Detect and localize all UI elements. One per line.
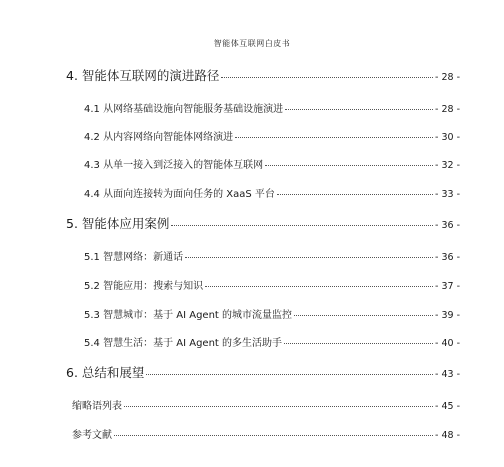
toc-entry-page: - 36 - [435,252,460,263]
toc-entry-chapter-5[interactable] [66,214,460,232]
toc-entry-page: - 43 - [435,369,460,380]
toc-entry-title: 5.3 智慧城市：基于 AI Agent 的城市流量监控 [84,310,293,321]
toc-entry-title: 4.2 从内容网络向智能体网络演进 [84,132,234,143]
page-header: 智能体互联网白皮书 [213,39,291,48]
toc-entry-5-4[interactable] [84,334,460,349]
toc-entry-page: - 40 - [435,338,460,349]
toc-entry-title: 5.2 智能应用：搜索与知识 [84,281,204,292]
toc-entry-5-3[interactable] [84,306,460,321]
dot-leader [124,405,433,407]
toc-entry-page: - 45 - [435,401,460,412]
toc-entry-4-3[interactable] [84,156,460,171]
toc-entry-title: 5.1 智慧网络：新通话 [84,252,184,263]
toc-entry-title: 5.4 智慧生活：基于 AI Agent 的多生活助手 [84,338,283,349]
toc-entry-abbreviations[interactable] [72,397,460,412]
toc-entry-page: - 30 - [435,132,460,143]
toc-entry-4-4[interactable] [84,185,460,200]
toc-entry-page: - 28 - [435,104,460,115]
toc-entry-page: - 33 - [435,189,460,200]
dot-leader [171,224,433,226]
dot-leader [294,314,433,316]
toc-entry-title: 5. 智能体应用案例 [66,216,170,231]
toc-entry-page: - 37 - [435,281,460,292]
toc-entry-page: - 39 - [435,310,460,321]
toc-entry-title: 参考文献 [72,430,112,441]
toc-entry-title: 4. 智能体互联网的演进路径 [66,68,220,83]
dot-leader [114,434,433,436]
dot-leader [285,108,433,110]
toc-entry-page: - 48 - [435,430,460,441]
toc-entry-references[interactable] [72,426,460,441]
toc-entry-5-2[interactable] [84,277,460,292]
dot-leader [221,76,433,78]
toc-entry-title: 缩略语列表 [72,401,122,412]
toc-entry-4-1[interactable] [84,100,460,115]
dot-leader [146,373,433,375]
toc-entry-page: - 32 - [435,160,460,171]
dot-leader [205,285,433,287]
dot-leader [185,256,433,258]
toc-entry-chapter-4[interactable] [66,66,460,84]
toc-entry-title: 6. 总结和展望 [66,365,145,380]
toc-entry-title: 4.3 从单一接入到泛接入的智能体互联网 [84,160,264,171]
dot-leader [235,136,433,138]
toc-entry-chapter-6[interactable] [66,363,460,381]
dot-leader [265,164,433,166]
dot-leader [277,193,433,195]
dot-leader [284,342,433,344]
toc-entry-title: 4.4 从面向连接转为面向任务的 XaaS 平台 [84,189,275,200]
toc-entry-title: 4.1 从网络基础设施向智能服务基础设施演进 [84,104,284,115]
toc-entry-page: - 36 - [435,220,460,231]
toc-entry-page: - 28 - [435,72,460,83]
toc-entry-5-1[interactable] [84,248,460,263]
toc-entry-4-2[interactable] [84,128,460,143]
